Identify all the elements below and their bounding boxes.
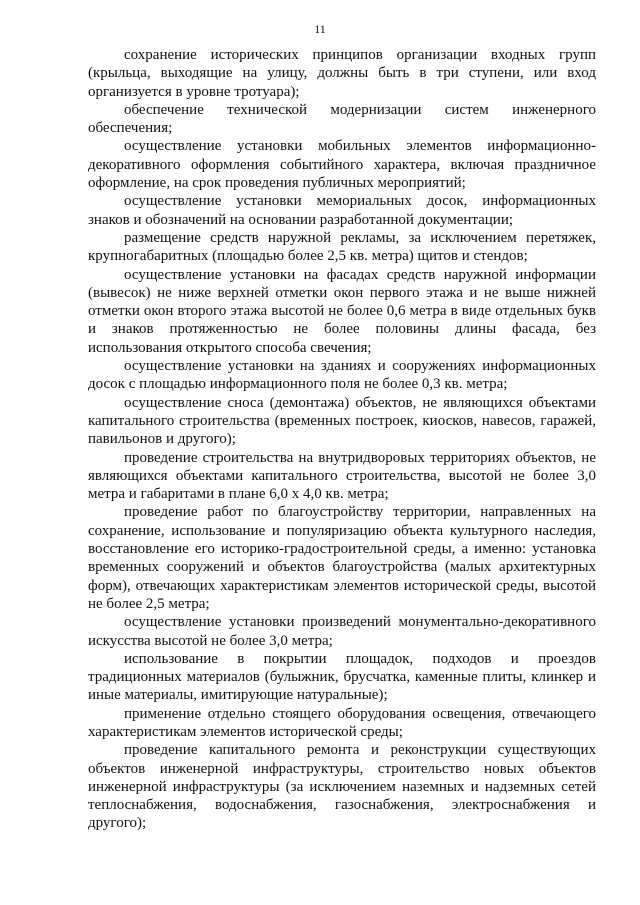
paragraph-7: осуществление установки на зданиях и сооружениях информационных досок с площадью информационного поля не более 0,3 кв. метра;	[88, 358, 596, 393]
paragraph-3: осуществление установки мобильных элементов информационно-декоративного оформления событийного характера, включая праздничное оформление, на срок проведения публичных мероприятий;	[88, 138, 596, 192]
page-number: 11	[314, 22, 326, 36]
paragraph-12: использование в покрытии площадок, подходов и проездов традиционных материалов (булыжник, брусчатка, каменные плиты, клинкер и иные материалы, имитирующие натуральные);	[88, 650, 596, 704]
paragraph-13: применение отдельно стоящего оборудования освещения, отвечающего характеристикам элементов исторической среды;	[88, 705, 596, 740]
paragraph-1: сохранение исторических принципов организации входных групп (крыльца, выходящие на улицу, должны быть в три ступени, или вход организуется в уровне тротуара);	[88, 47, 596, 100]
paragraph-10: проведение работ по благоустройству территории, направленных на сохранение, использование и популяризацию объекта культурного наследия, восстановление его историко-градостроительной среды, а именно: установка временных сооружений и объектов благоустройства (малых архитектурных форм), отвечающих характеристикам элементов исторической среды, высотой не более 2,5 метра;	[88, 504, 596, 612]
paragraph-9: проведение строительства на внутридворовых территориях объектов, не являющихся объектами капитального строительства, высотой не более 3,0 метра и габаритами в плане 6,0 х 4,0 кв. метра;	[88, 449, 596, 503]
paragraph-8: осуществление сноса (демонтажа) объектов, не являющихся объектами капитального строительства (временных построек, киосков, навесов, гаражей, павильонов и другого);	[88, 394, 596, 448]
paragraph-14: проведение капитального ремонта и реконструкции существующих объектов инженерной инфраструктуры, строительство новых объектов инженерной инфраструктуры (за исключением наземных и надземных сетей теплоснабжения, водоснабжения, газоснабжения, электроснабжения и другого);	[88, 742, 596, 832]
paragraph-4: осуществление установки мемориальных досок, информационных знаков и обозначений на основании разработанной документации;	[88, 193, 596, 228]
paragraph-6: осуществление установки на фасадах средств наружной информации (вывесок) не ниже верхней отметки окон первого этажа и не выше нижней отметки окон второго этажа высотой не более 0,6 метра в виде отдельных букв и знаков протяженностью не более половины длины фасада, без использования открытого способа свечения;	[88, 266, 596, 356]
paragraph-5: размещение средств наружной рекламы, за исключением перетяжек, крупногабаритных (площадью более 2,5 кв. метра) щитов и стендов;	[88, 229, 596, 265]
paragraph-2: обеспечение технической модернизации систем инженерного обеспечения;	[88, 101, 596, 137]
paragraph-11: осуществление установки произведений монументально-декоративного искусства высотой не более 3,0 метра;	[88, 614, 596, 649]
document-body	[88, 46, 596, 833]
